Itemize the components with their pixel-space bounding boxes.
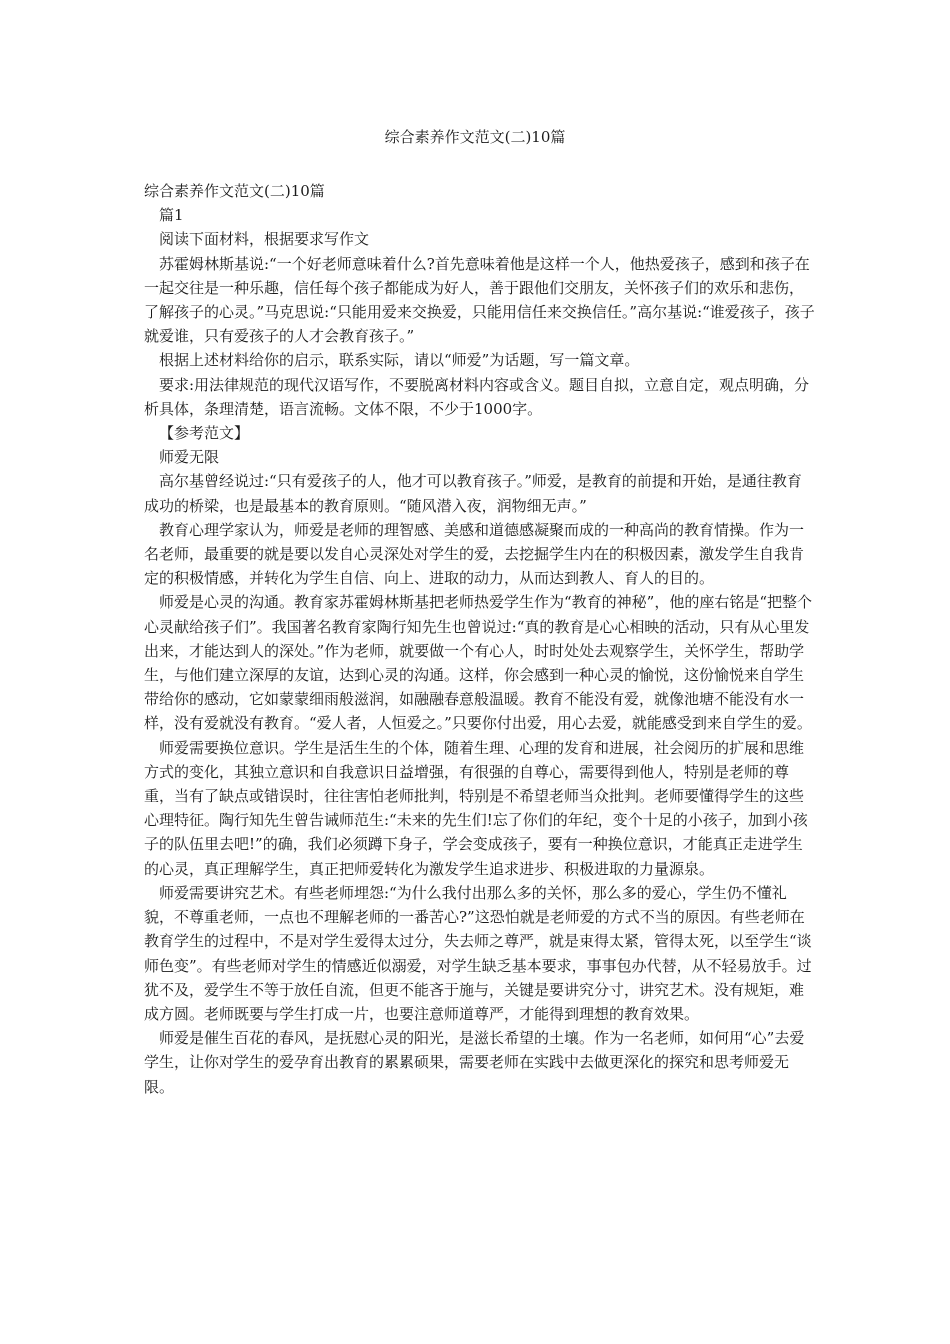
prompt-paragraph: 根据上述材料给你的启示，联系实际，请以“师爱”为话题，写一篇文章。 bbox=[159, 351, 640, 370]
essay-paragraph: 师爱需要换位意识。学生是活生生的个体，随着生理、心理的发育和进展，社会阅历的扩展和思维方式的变化，其独立意识和自我意识日益增强，有很强的自尊心，需要得到他人，特别是老师的尊重，当有了缺点或错误时，往往害怕老师批判，特别是不希望老师当众批判。老师要懂得学生的这些心理特征。陶行知先生曾告诫师范生:“未来的先生们!忘了你们的年纪，变个十足的小孩子，加到小孩子的队伍里去吧!”的确，我们必须蹲下身子，学会变成孩子，要有一种换位意识，才能真正走进学生的心灵，真正理解学生，真正把师爱转化为激发学生追求进步、积极进取的力量源泉。 bbox=[144, 738, 808, 878]
requirements-paragraph: 要求:用法律规范的现代汉语写作，不要脱离材料内容或含义。题目自拟，立意自定，观点明确，分析具体，条理清楚，语言流畅。文体不限，不少于1000字。 bbox=[144, 375, 810, 418]
document-body bbox=[144, 179, 816, 1099]
material-paragraph: 苏霍姆林斯基说:“一个好老师意味着什么?首先意味着他是这样一个人，他热爱孩子，感到和孩子在一起交往是一种乐趣，信任每个孩子都能成为好人，善于跟他们交朋友，关怀孩子们的欢乐和悲伤，了解孩子的心灵。”马克思说:“只能用爱来交换爱，只能用信任来交换信任。”高尔基说:“谁爱孩子，孩子就爱谁，只有爱孩子的人才会教育孩子。” bbox=[144, 254, 815, 346]
essay-paragraph: 高尔基曾经说过:“只有爱孩子的人，他才可以教育孩子。”师爱，是教育的前提和开始，是通往教育成功的桥梁，也是最基本的教育原则。“随风潜入夜，润物细无声。” bbox=[144, 472, 802, 515]
document-heading: 综合素养作文范文(二)10篇 bbox=[144, 182, 325, 200]
essay-paragraph: 教育心理学家认为，师爱是老师的理智感、美感和道德感凝聚而成的一种高尚的教育情操。作为一名老师，最重要的就是要以发自心灵深处对学生的爱，去挖掘学生内在的积极因素，激发学生自我肯定的积极情感，并转化为学生自信、向上、进取的动力，从而达到教人、育人的目的。 bbox=[144, 520, 805, 588]
essay-paragraph: 师爱是心灵的沟通。教育家苏霍姆林斯基把老师热爱学生作为“教育的神秘”，他的座右铭是“把整个心灵献给孩子们”。我国著名教育家陶行知先生也曾说过:“真的教育是心心相映的活动，只有从心里发出来，才能达到人的深处。”作为老师，就要做一个有心人，时时处处去观察学生，关怀学生，帮助学生，与他们建立深厚的友谊，达到心灵的沟通。这样，你会感到一种心灵的愉悦，这份愉悦来自学生带给你的感动，它如蒙蒙细雨般滋润，如融融春意般温暖。教育不能没有爱，就像池塘不能没有水一样，没有爱就没有教育。“爱人者，人恒爱之。”只要你付出爱，用心去爱，就能感受到来自学生的爱。 bbox=[144, 593, 813, 733]
section-label: 篇1 bbox=[159, 206, 184, 225]
page-title: 综合素养作文范文(二)10篇 bbox=[384, 128, 566, 146]
essay-paragraph: 师爱需要讲究艺术。有些老师埋怨:“为什么我付出那么多的关怀，那么多的爱心，学生仍不懂礼貌，不尊重老师，一点也不理解老师的一番苦心?”这恐怕就是老师爱的方式不当的原因。有些老师在教育学生的过程中，不是对学生爱得太过分，失去师之尊严，就是束得太紧，管得太死，以至学生“谈师色变”。有些老师对学生的情感近似溺爱，对学生缺乏基本要求，事事包办代替，从不轻易放手。过犹不及，爱学生不等于放任自流，但更不能吝于施与，关键是要讲究分寸，讲究艺术。没有规矩，难成方圆。老师既要与学生打成一片，也要注意师道尊严，才能得到理想的教育效果。 bbox=[144, 883, 812, 1023]
reference-label: 【参考范文】 bbox=[159, 424, 250, 443]
essay-title: 师爱无限 bbox=[159, 448, 220, 467]
essay-paragraph: 师爱是催生百花的春风，是抚慰心灵的阳光，是滋长希望的土壤。作为一名老师，如何用“心”去爱学生，让你对学生的爱孕育出教育的累累硕果，需要老师在实践中去做更深化的探究和思考师爱无限。 bbox=[144, 1029, 805, 1096]
instruction-paragraph: 阅读下面材料，根据要求写作文 bbox=[159, 230, 370, 249]
